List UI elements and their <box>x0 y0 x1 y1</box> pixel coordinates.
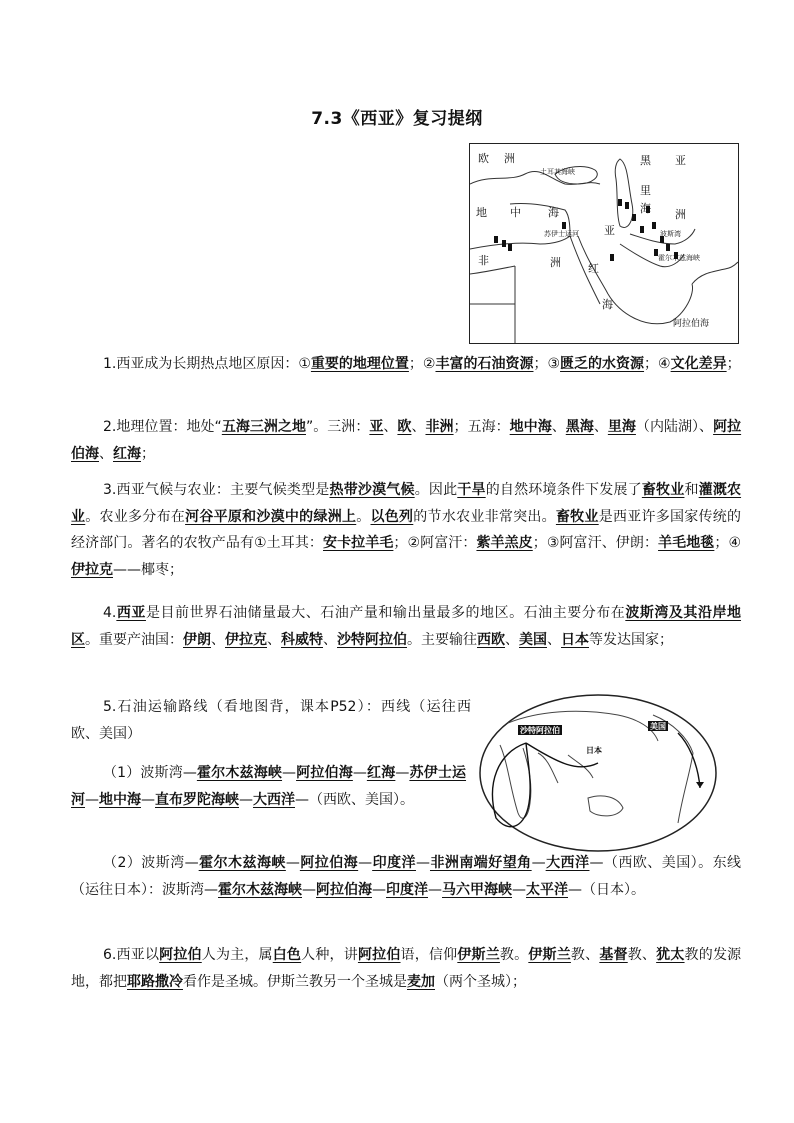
page-title: 7.3《西亚》复习提纲 <box>311 109 483 129</box>
keyword: 热带沙漠气候 <box>329 482 415 498</box>
paragraph-4 <box>71 600 741 653</box>
keyword: 五海三洲之地 <box>221 419 306 435</box>
keyword: 麦加 <box>407 973 435 990</box>
west-asia-map <box>469 143 739 344</box>
map2-label-japan: 日本 <box>586 746 602 755</box>
keyword: 霍尔木兹海峡 <box>198 855 286 871</box>
route-west-2-and-east <box>71 850 741 903</box>
text-run: 教、 <box>570 947 600 963</box>
map-label-bosporus: 土耳其海峡 <box>540 168 575 176</box>
text-run: （内陆湖）、 <box>635 419 714 435</box>
text-run: 等发达国家； <box>589 631 673 648</box>
keyword: 大西洋 <box>545 855 590 871</box>
keyword: 美国 <box>519 631 547 648</box>
map-label-hormuz: 霍尔木兹海峡 <box>658 254 700 262</box>
text-run: 、 <box>411 419 426 435</box>
keyword: 地中海 <box>99 791 141 808</box>
map-label-arabian-sea: 阿拉伯海 <box>673 319 710 329</box>
keyword: 干旱 <box>457 482 486 498</box>
keyword: 红海 <box>366 765 396 781</box>
text-run: ；④ <box>644 356 671 372</box>
keyword: 白色 <box>272 947 302 963</box>
keyword: 丰富的石油资源 <box>435 356 534 372</box>
text-run: 的节水农业非常突出。 <box>413 508 556 525</box>
text-run: 的自然环境条件下发展了 <box>485 482 642 498</box>
text-run: —（日本）。 <box>568 881 645 898</box>
map-label-europe-1: 欧 <box>478 152 489 165</box>
text-run: 语，信仰 <box>400 947 458 963</box>
map-label-red-2: 海 <box>602 298 613 311</box>
text-run: 、 <box>323 631 337 648</box>
keyword: 西亚 <box>116 605 146 621</box>
text-run: （1）波斯湾— <box>103 765 197 781</box>
paragraph-2 <box>71 414 741 467</box>
text-run: — <box>239 791 253 808</box>
text-run: 、 <box>593 419 608 435</box>
text-run: 和 <box>684 482 699 498</box>
keyword: 霍尔木兹海峡 <box>196 765 283 781</box>
keyword: 阿拉伯海 <box>316 881 372 898</box>
paragraph-1 <box>71 351 741 378</box>
text-run: 、 <box>383 419 398 435</box>
map-label-asia-1: 亚 <box>604 224 615 237</box>
keyword: 畜牧业 <box>641 482 685 498</box>
keyword: 科威特 <box>281 631 323 648</box>
keyword: 灌溉农业 <box>71 482 742 525</box>
map-label-med-2: 中 <box>510 206 521 219</box>
world-oil-route-map <box>478 693 718 853</box>
map-label-gulf: 波斯湾 <box>660 230 681 238</box>
text-run: ——椰枣； <box>113 561 183 578</box>
keyword: 重要的地理位置 <box>310 356 409 372</box>
keyword: 紫羊羔皮 <box>476 535 533 551</box>
text-run: 2.地理位置：地处“ <box>103 419 222 435</box>
text-run: 6.西亚以 <box>103 947 160 963</box>
keyword: 苏伊士运河 <box>71 765 467 808</box>
keyword: 羊毛地毯 <box>658 535 715 551</box>
map-label-africa-2: 洲 <box>550 256 561 269</box>
keyword: 文化差异 <box>670 356 727 372</box>
text-run: 是目前世界石油储量最大、石油产量和输出量最多的地区。石油主要分布在 <box>145 605 626 621</box>
text-run: — <box>141 791 155 808</box>
text-run: 、 <box>505 631 519 648</box>
keyword: 印度洋 <box>386 881 428 898</box>
map-label-med-1: 地 <box>476 206 487 219</box>
keyword: 大西洋 <box>253 791 295 808</box>
map-label-asia-2: 洲 <box>675 208 686 221</box>
keyword: 日本 <box>561 631 589 648</box>
text-run: — <box>531 855 546 871</box>
map2-label-usa: 美国 <box>650 722 666 731</box>
keyword: 犹太 <box>656 947 685 963</box>
keyword: 黑海 <box>565 419 594 435</box>
paragraph-3 <box>71 477 741 583</box>
text-run: 人种，讲 <box>301 947 358 963</box>
text-run: 、 <box>551 419 566 435</box>
text-run: 、 <box>211 631 225 648</box>
map-label-caspian-2: 海 <box>640 202 651 215</box>
keyword: 红海 <box>113 445 141 462</box>
keyword: 霍尔木兹海峡 <box>218 881 302 898</box>
text-run: 。重要产油国： <box>85 631 183 648</box>
keyword: 耶路撒冷 <box>127 973 183 990</box>
text-run: 。 <box>356 508 371 525</box>
map2-label-arabia: 沙特阿拉伯 <box>520 726 560 735</box>
keyword: 河谷平原和沙漠中的绿洲上 <box>185 508 357 525</box>
keyword: 阿拉伯 <box>357 947 401 963</box>
text-run: ； <box>141 445 155 462</box>
text-run: 1.西亚成为长期热点地区原因：① <box>103 356 311 372</box>
text-run: — <box>358 855 373 871</box>
keyword: 非洲南端好望角 <box>429 855 532 871</box>
text-run: 人为主，属 <box>201 947 273 963</box>
keyword: 安卡拉羊毛 <box>323 535 394 551</box>
keyword: 畜牧业 <box>555 508 599 525</box>
map-label-red-1: 红 <box>588 262 599 275</box>
text-run: ”。三洲： <box>305 419 370 435</box>
text-run: 、 <box>267 631 281 648</box>
keyword: 太平洋 <box>526 881 568 898</box>
keyword: 地中海 <box>509 419 552 435</box>
keyword: 阿拉伯海 <box>71 419 742 462</box>
text-run: ；②阿富汗： <box>393 535 477 551</box>
text-run: ；③ <box>533 356 561 372</box>
keyword: 匮乏的水资源 <box>560 356 645 372</box>
text-run: ；③阿富汗、伊朗： <box>532 535 659 551</box>
keyword: 以色列 <box>370 508 414 525</box>
keyword: 沙特阿拉伯 <box>337 631 407 648</box>
text-run: 是西亚许多国家传统的经济部门。著名的农牧产品有①土耳其： <box>71 508 742 551</box>
text-run: — <box>512 881 526 898</box>
text-run: 、 <box>99 445 113 462</box>
text-run: — <box>395 765 410 781</box>
keyword: 亚 <box>369 419 384 435</box>
paragraph-5-intro: 5.石油运输路线（看地图背，课本P52）：西线（运往西欧、美国） <box>71 699 471 742</box>
text-run: 、 <box>547 631 561 648</box>
text-run: —（西欧、美国）。东线（运往日本）：波斯湾— <box>71 855 742 898</box>
keyword: 伊拉克 <box>71 561 113 578</box>
text-run: — <box>372 881 386 898</box>
text-run: — <box>282 765 297 781</box>
keyword: 印度洋 <box>372 855 416 871</box>
keyword: 阿拉伯海 <box>299 855 359 871</box>
keyword: 伊斯兰 <box>528 947 571 963</box>
text-run: （两个圣城）； <box>435 973 526 990</box>
text-run: ；② <box>408 356 436 372</box>
keyword: 直布罗陀海峡 <box>155 791 239 808</box>
keyword: 非洲 <box>425 419 454 435</box>
text-run: 。主要输往 <box>407 631 477 648</box>
route-west-1 <box>71 760 466 813</box>
text-run: 教的发源地，都把 <box>71 947 742 990</box>
keyword: 欧 <box>397 419 412 435</box>
text-run: 看作是圣城。伊斯兰教另一个圣城是 <box>183 973 407 990</box>
text-run: — <box>302 881 316 898</box>
map-label-black-sea-1: 黑 <box>640 154 651 167</box>
keyword: 马六甲海峡 <box>442 881 512 898</box>
text-run: ；④ <box>714 535 742 551</box>
map-label-africa-1: 非 <box>478 254 489 267</box>
keyword: 伊拉克 <box>225 631 267 648</box>
map-label-europe-2: 洲 <box>504 152 515 165</box>
text-run: 4. <box>103 605 117 621</box>
text-run: — <box>352 765 367 781</box>
keyword: 西欧 <box>477 631 505 648</box>
text-run: 3.西亚气候与农业：主要气候类型是 <box>103 482 330 498</box>
keyword: 伊斯兰 <box>457 947 500 963</box>
keyword: 阿拉伯海 <box>296 765 353 781</box>
text-run: — <box>285 855 300 871</box>
text-run: 教、 <box>627 947 657 963</box>
text-run: 教。 <box>499 947 529 963</box>
keyword: 波斯湾及其沿岸地区 <box>71 605 742 648</box>
map-label-caspian-1: 里 <box>640 184 651 197</box>
text-run: — <box>428 881 442 898</box>
keyword: 基督 <box>599 947 628 963</box>
keyword: 里海 <box>607 419 636 435</box>
text-run: 。因此 <box>414 482 458 498</box>
text-run: — <box>85 791 99 808</box>
text-run: ； <box>726 356 741 372</box>
keyword: 阿拉伯 <box>159 947 202 963</box>
map-label-suez: 苏伊士运河 <box>544 230 579 238</box>
text-run: ；五海： <box>453 419 510 435</box>
map-label-med-3: 海 <box>548 206 559 219</box>
text-run: （2）波斯湾— <box>103 855 199 871</box>
text-run: — <box>415 855 430 871</box>
keyword: 伊朗 <box>183 631 211 648</box>
map-label-asia-top: 亚 <box>675 154 686 167</box>
text-run: 。农业多分布在 <box>85 508 186 525</box>
paragraph-6 <box>71 942 741 995</box>
text-run: —（西欧、美国）。 <box>295 791 414 808</box>
